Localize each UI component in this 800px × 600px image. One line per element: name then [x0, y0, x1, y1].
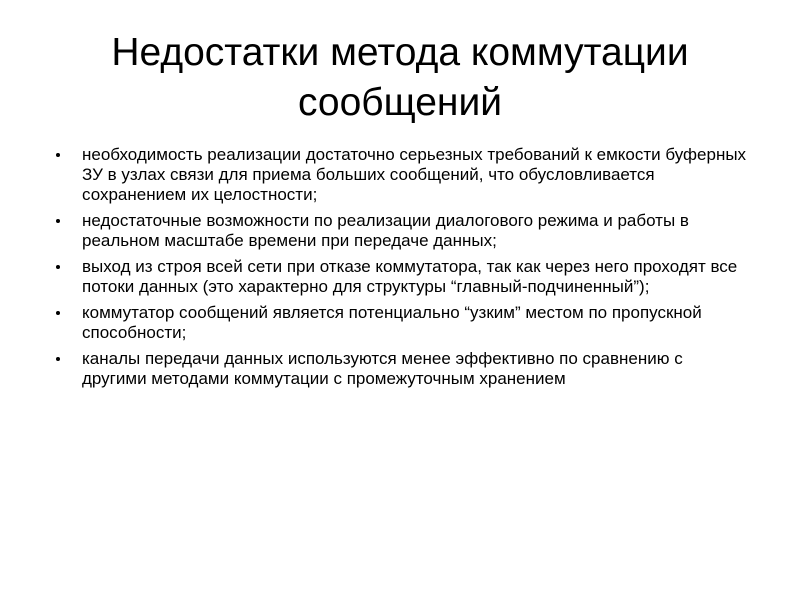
bullet-dot-icon [56, 219, 60, 223]
bullet-item [50, 303, 750, 343]
bullet-text: выход из строя всей сети при отказе коммутатора, так как через него проходят все потоки данных (это характерно для структуры “главный-подчиненный”); [82, 257, 738, 296]
bullet-dot-icon [56, 357, 60, 361]
bullet-list [50, 145, 750, 395]
bullet-text: коммутатор сообщений является потенциально “узким” местом по пропускной способности; [82, 303, 702, 342]
bullet-dot-icon [56, 265, 60, 269]
bullet-text: недостаточные возможности по реализации диалогового режима и работы в реальном масштабе времени при передаче данных; [82, 211, 689, 250]
bullet-item [50, 211, 750, 251]
bullet-item [50, 145, 750, 205]
slide-title: Недостатки метода коммутации сообщений [111, 31, 689, 124]
bullet-item [50, 257, 750, 297]
bullet-dot-icon [56, 311, 60, 315]
bullet-dot-icon [56, 153, 60, 157]
bullet-text: необходимость реализации достаточно серьезных требований к емкости буферных ЗУ в узлах связи для приема больших сообщений, что обусловливается сохранением их целостности; [82, 145, 747, 204]
bullet-item [50, 349, 750, 389]
bullet-text: каналы передачи данных используются менее эффективно по сравнению с другими методами коммутации с промежуточным хранением [82, 349, 683, 388]
